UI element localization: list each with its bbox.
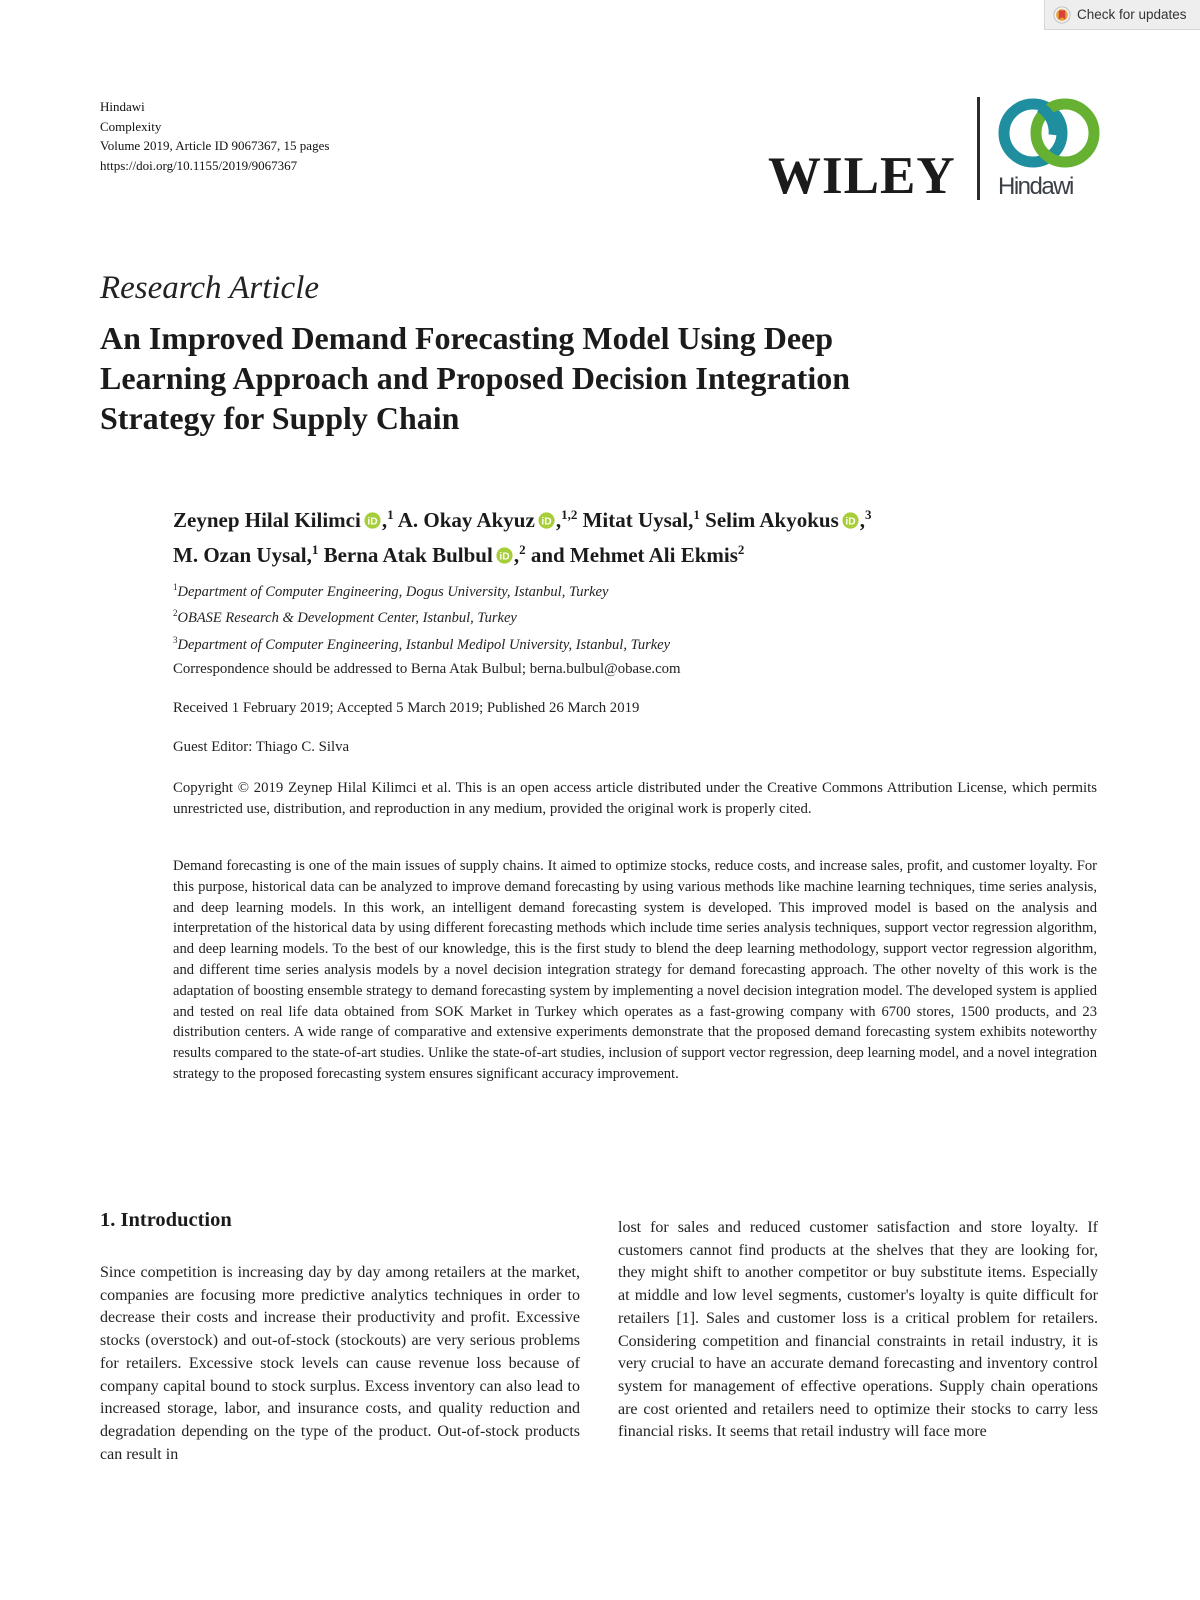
author-affiliation-ref: 1 [693, 507, 700, 522]
affiliation-text: Department of Computer Engineering, Istanbul Medipol University, Istanbul, Turkey [177, 636, 671, 653]
author-name-text: Berna Atak Bulbul [323, 543, 493, 567]
body-text-column-left: Since competition is increasing day by day among retailers at the market, companies are focusing more predictive analytics techniques in order to decrease their costs and increase their productivity and profit. Excessive stocks (overstock) and out-of-stock (stockouts) are very serious problems for retailers. Excessive stock levels can cause revenue loss because of company capital bound to stock surplus. Excess inventory can also lead to increased storage, labor, and insurance costs, and quality reduction and degradation depending on the type of the product. Out-of-stock products can result in [100, 1264, 580, 1463]
copyright-notice: Copyright © 2019 Zeynep Hilal Kilimci et al. This is an open access article distributed under the Creative Commons Attribution License, which permits unrestricted use, distribution, and reproduction in any medium, provided the original work is properly cited. [173, 780, 1097, 817]
abstract-text: Demand forecasting is one of the main issues of supply chains. It aimed to optimize stocks, reduce costs, and increase sales, profit, and customer loyalty. For this purpose, historical data can be analyzed to improve demand forecasting by using various methods like machine learning techniques, time series analysis, and deep learning models. In this work, an intelligent demand forecasting system is developed. This improved model is based on the analysis and interpretation of the historical data by using different forecasting methods which include time series analysis techniques, support vector regression algorithm, and deep learning models. To the best of our knowledge, this is the first study to blend the deep learning methodology, support vector regression algorithm, and different time series analysis models by a novel decision integration strategy for demand forecasting approach. The other novelty of this work is the adaptation of boosting ensemble strategy to demand forecasting system by implementing a novel decision integration model. The developed system is applied and tested on real life data obtained from SOK Market in Turkey which operates as a fast-growing company with 6700 stores, 1500 products, and 23 distribution centers. A wide range of comparative and extensive experiments demonstrate that the proposed demand forecasting system exhibits noteworthy results compared to the state-of-art studies. Unlike the state-of-art studies, inclusion of support vector regression, deep learning model, and a novel integration strategy to the proposed forecasting system ensures significant accuracy improvement. [173, 858, 1097, 1082]
author-affiliation-ref: 1 [311, 542, 319, 557]
logo-divider [977, 97, 980, 200]
hindawi-logo-text: Hindawi [998, 173, 1073, 200]
author-name: and Mehmet Ali Ekmis$^2$ [530, 542, 745, 567]
affiliation-text: Department of Computer Engineering, Dogus University, Istanbul, Turkey [177, 583, 609, 600]
orcid-icon[interactable] [842, 512, 859, 529]
check-for-updates-button[interactable] [1044, 0, 1200, 30]
wiley-logo: WILEY [768, 147, 956, 205]
affiliation-number: 3 [173, 634, 178, 645]
affiliation-item [173, 630, 670, 656]
affiliation-item [173, 577, 670, 603]
author-name: M. Ozan Uysal,$^1$ [173, 542, 319, 567]
author-list [173, 500, 1073, 570]
journal-doi-link[interactable]: https://doi.org/10.1155/2019/9067367 [100, 157, 298, 173]
author-affiliation-ref: 1 [387, 507, 394, 522]
author-name: Zeynep Hilal Kilimci iD ,$^1$ [173, 507, 394, 532]
affiliation-list [173, 577, 670, 656]
author-name-text: Mitat Uysal [582, 508, 689, 532]
svg-text:iD: iD [367, 516, 378, 528]
journal-volume: Volume 2019, Article ID 9067367, 15 pages [100, 138, 330, 153]
check-updates-icon [1053, 6, 1071, 24]
orcid-icon[interactable] [364, 512, 381, 529]
author-name-text: M. Ozan Uysal [173, 543, 307, 567]
body-text-column-right: lost for sales and reduced customer satisfaction and store loyalty. If customers cannot find products at the shelves that they are looking for, they might shift to another competitor or buy substitute items. Especially at middle and low level segments, customer's loyalty is quite difficult for retailers [1]. Sales and customer loss is a critical problem for retailers. Considering competition and financial constraints in retail industry, it is very crucial to have an accurate demand forecasting and inventory control system for management of effective operations. Supply chain operations are cost oriented and retailers need to optimize their stocks to carry less financial risks. It seems that retail industry will face more [618, 1219, 1098, 1441]
affiliation-item [173, 603, 670, 629]
author-name: Mitat Uysal,$^1$ [582, 507, 700, 532]
article-type: Research Article [100, 270, 320, 306]
author-affiliation-ref: 2 [737, 542, 745, 557]
author-affiliation-ref: 3 [865, 507, 872, 522]
article-title: An Improved Demand Forecasting Model Using Deep Learning Approach and Proposed Decision Integration Strategy for Supply Chain [100, 320, 851, 436]
author-name: A. Okay Akyuz iD ,$^{1,2}$ [397, 507, 578, 532]
author-name-text: Zeynep Hilal Kilimci [173, 508, 361, 532]
author-name-text: Mehmet Ali Ekmis [569, 543, 738, 567]
orcid-icon[interactable] [538, 512, 555, 529]
author-affiliation-ref: 2 [519, 542, 526, 557]
journal-info [100, 97, 329, 175]
author-name-text: Selim Akyokus [705, 508, 839, 532]
svg-text:iD: iD [845, 516, 856, 528]
author-name: Berna Atak Bulbul iD ,$^2$ [323, 542, 526, 567]
correspondence: Correspondence should be addressed to Berna Atak Bulbul; berna.bulbul@obase.com [173, 661, 681, 677]
svg-text:iD: iD [499, 551, 510, 563]
affiliation-text: OBASE Research & Development Center, Istanbul, Turkey [177, 610, 517, 627]
journal-name: Complexity [100, 118, 162, 134]
guest-editor: Guest Editor: Thiago C. Silva [173, 739, 350, 755]
author-name-text: A. Okay Akyuz [397, 508, 535, 532]
svg-text:iD: iD [541, 516, 552, 528]
section-heading-introduction: 1. Introduction [100, 1209, 232, 1231]
hindawi-logo-icon [995, 95, 1105, 177]
check-updates-label: Check for updates [1077, 7, 1187, 22]
orcid-icon[interactable] [496, 547, 513, 564]
affiliation-number: 1 [173, 582, 178, 592]
journal-publisher: Hindawi [100, 99, 145, 114]
author-affiliation-ref: 1,2 [561, 507, 578, 522]
publication-dates: Received 1 February 2019; Accepted 5 March 2019; Published 26 March 2019 [173, 700, 640, 716]
author-name: Selim Akyokus iD ,$^3$ [705, 507, 872, 532]
affiliation-number: 2 [173, 608, 178, 619]
